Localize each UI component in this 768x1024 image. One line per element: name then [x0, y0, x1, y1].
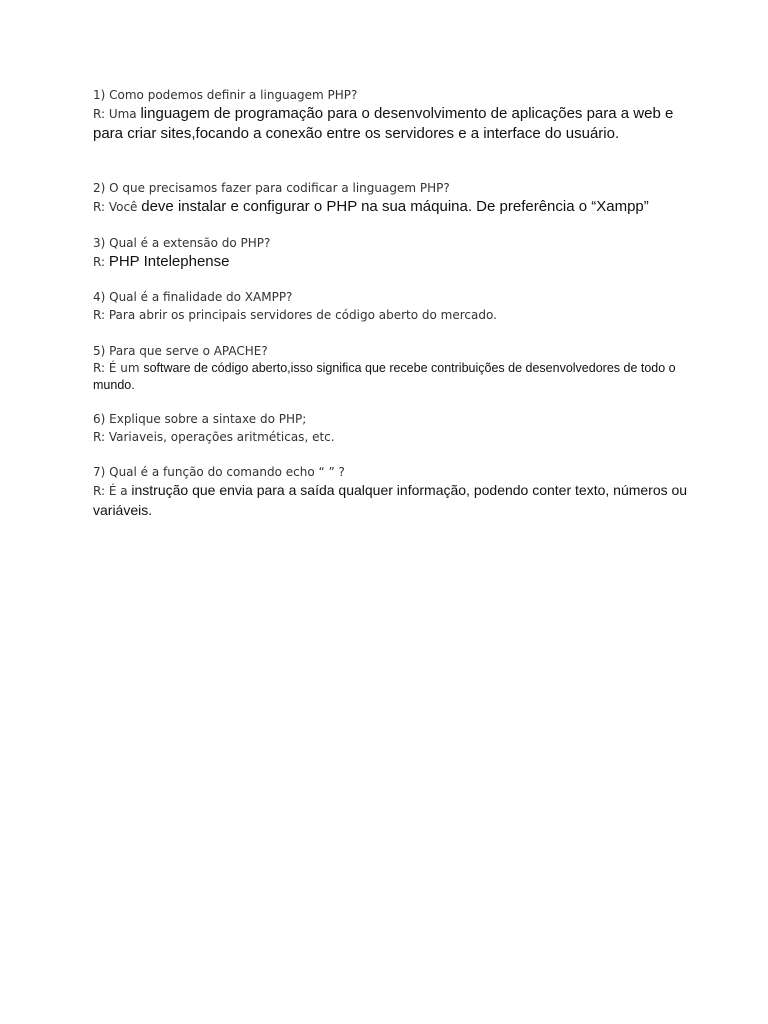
- answer-1: [93, 104, 693, 144]
- question-7: 7) Qual é a função do comando echo “ ” ?: [93, 465, 345, 479]
- question-4: 4) Qual é a finalidade do XAMPP?: [93, 290, 293, 304]
- answer-3-body: PHP Intelephense: [108, 253, 230, 270]
- answer-1-prefix: R: Uma: [93, 107, 141, 121]
- answer-7-prefix: R: É a: [93, 484, 132, 498]
- answer-5: [93, 360, 693, 394]
- answer-4: [93, 306, 693, 324]
- answer-5-body: software de código aberto,isso significa que recebe contribuições de desenvolvedores de todo o mundo.: [93, 361, 676, 392]
- answer-7-body: instrução que envia para a saída qualquer informação, podendo conter texto, números ou variáveis.: [93, 482, 688, 518]
- answer-6-body: Variaveis, operações aritméticas, etc.: [108, 430, 335, 444]
- answer-4-prefix: R:: [93, 308, 109, 322]
- answer-1-body: linguagem de programação para o desenvolvimento de aplicações para a web e para criar sites,focando a conexão entre os servidores e a interface do usuário.: [93, 105, 674, 142]
- answer-6-prefix: R:: [93, 430, 109, 444]
- question-5: 5) Para que serve o APACHE?: [93, 344, 268, 358]
- answer-4-body: Para abrir os principais servidores de código aberto do mercado.: [108, 308, 497, 322]
- qa-item-1: [93, 86, 693, 144]
- question-2: 2) O que precisamos fazer para codificar a linguagem PHP?: [93, 181, 450, 195]
- answer-7: [93, 481, 693, 521]
- qa-item-5: [93, 342, 693, 394]
- answer-2: [93, 197, 693, 217]
- answer-3: [93, 252, 693, 272]
- answer-3-prefix: R:: [93, 255, 109, 269]
- qa-item-6: [93, 410, 693, 446]
- answer-6: [93, 428, 693, 446]
- answer-2-prefix: R: Você: [93, 200, 142, 214]
- question-3: 3) Qual é a extensão do PHP?: [93, 236, 271, 250]
- qa-item-7: [93, 463, 693, 521]
- qa-item-4: [93, 288, 693, 324]
- question-1: 1) Como podemos definir a linguagem PHP?: [93, 88, 358, 102]
- qa-item-3: [93, 234, 693, 272]
- answer-5-prefix: R: É um: [93, 361, 144, 375]
- answer-2-body: deve instalar e configurar o PHP na sua máquina. De preferência o “Xampp”: [141, 198, 649, 215]
- qa-item-2: [93, 179, 693, 217]
- question-6: 6) Explique sobre a sintaxe do PHP;: [93, 412, 307, 426]
